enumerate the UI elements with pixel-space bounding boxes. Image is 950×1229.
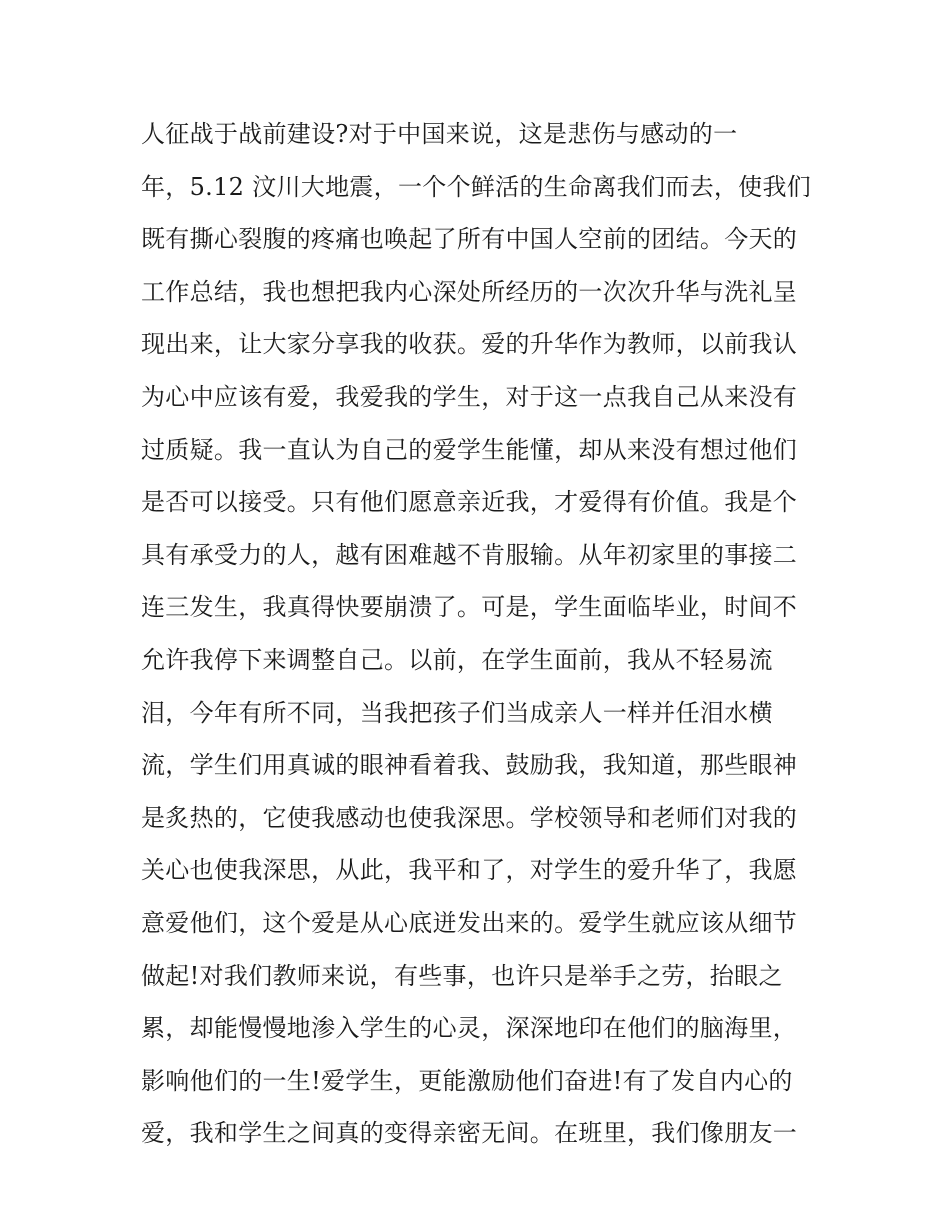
text-line-15: 关心也使我深思，从此，我平和了，对学生的爱升华了，我愿 (141, 856, 798, 885)
text-line-19: 影响他们的一生!爱学生，更能激励他们奋进!有了发自内心的 (141, 1066, 793, 1095)
text-line-11: 允许我停下来调整自己。以前，在学生面前，我从不轻易流 (141, 645, 773, 674)
text-line-20: 爱，我和学生之间真的变得亲密无间。在班里，我们像朋友一 (141, 1119, 798, 1148)
text-line-17: 做起!对我们教师来说，有些事，也许只是举手之劳，抬眼之 (141, 961, 783, 990)
text-line-2: 年，5.12 汶川大地震，一个个鲜活的生命离我们而去，使我们 (141, 172, 812, 201)
body-text (141, 108, 831, 1160)
text-line-8: 是否可以接受。只有他们愿意亲近我，才爱得有价值。我是个 (141, 488, 798, 517)
text-line-13: 流，学生们用真诚的眼神看着我、鼓励我，我知道，那些眼神 (141, 751, 798, 780)
text-line-18: 累，却能慢慢地渗入学生的心灵，深深地印在他们的脑海里， (141, 1014, 798, 1043)
text-line-4: 工作总结，我也想把我内心深处所经历的一次次升华与洗礼呈 (141, 277, 798, 306)
text-line-7: 过质疑。我一直认为自己的爱学生能懂，却从来没有想过他们 (141, 435, 798, 464)
text-line-3: 既有撕心裂腹的疼痛也唤起了所有中国人空前的团结。今天的 (141, 225, 798, 254)
text-line-10: 连三发生，我真得快要崩溃了。可是，学生面临毕业，时间不 (141, 593, 798, 622)
text-line-1: 人征战于战前建设?对于中国来说，这是悲伤与感动的一 (141, 120, 738, 148)
text-line-6: 为心中应该有爱，我爱我的学生，对于这一点我自己从来没有 (141, 382, 798, 411)
text-line-16: 意爱他们，这个爱是从心底迸发出来的。爱学生就应该从细节 (141, 908, 798, 937)
text-line-5: 现出来，让大家分享我的收获。爱的升华作为教师，以前我认 (141, 330, 798, 359)
text-line-12: 泪，今年有所不同，当我把孩子们当成亲人一样并任泪水横 (141, 698, 773, 727)
text-line-14: 是炙热的，它使我感动也使我深思。学校领导和老师们对我的 (141, 803, 798, 832)
text-line-9: 具有承受力的人，越有困难越不肯服输。从年初家里的事接二 (141, 540, 798, 569)
